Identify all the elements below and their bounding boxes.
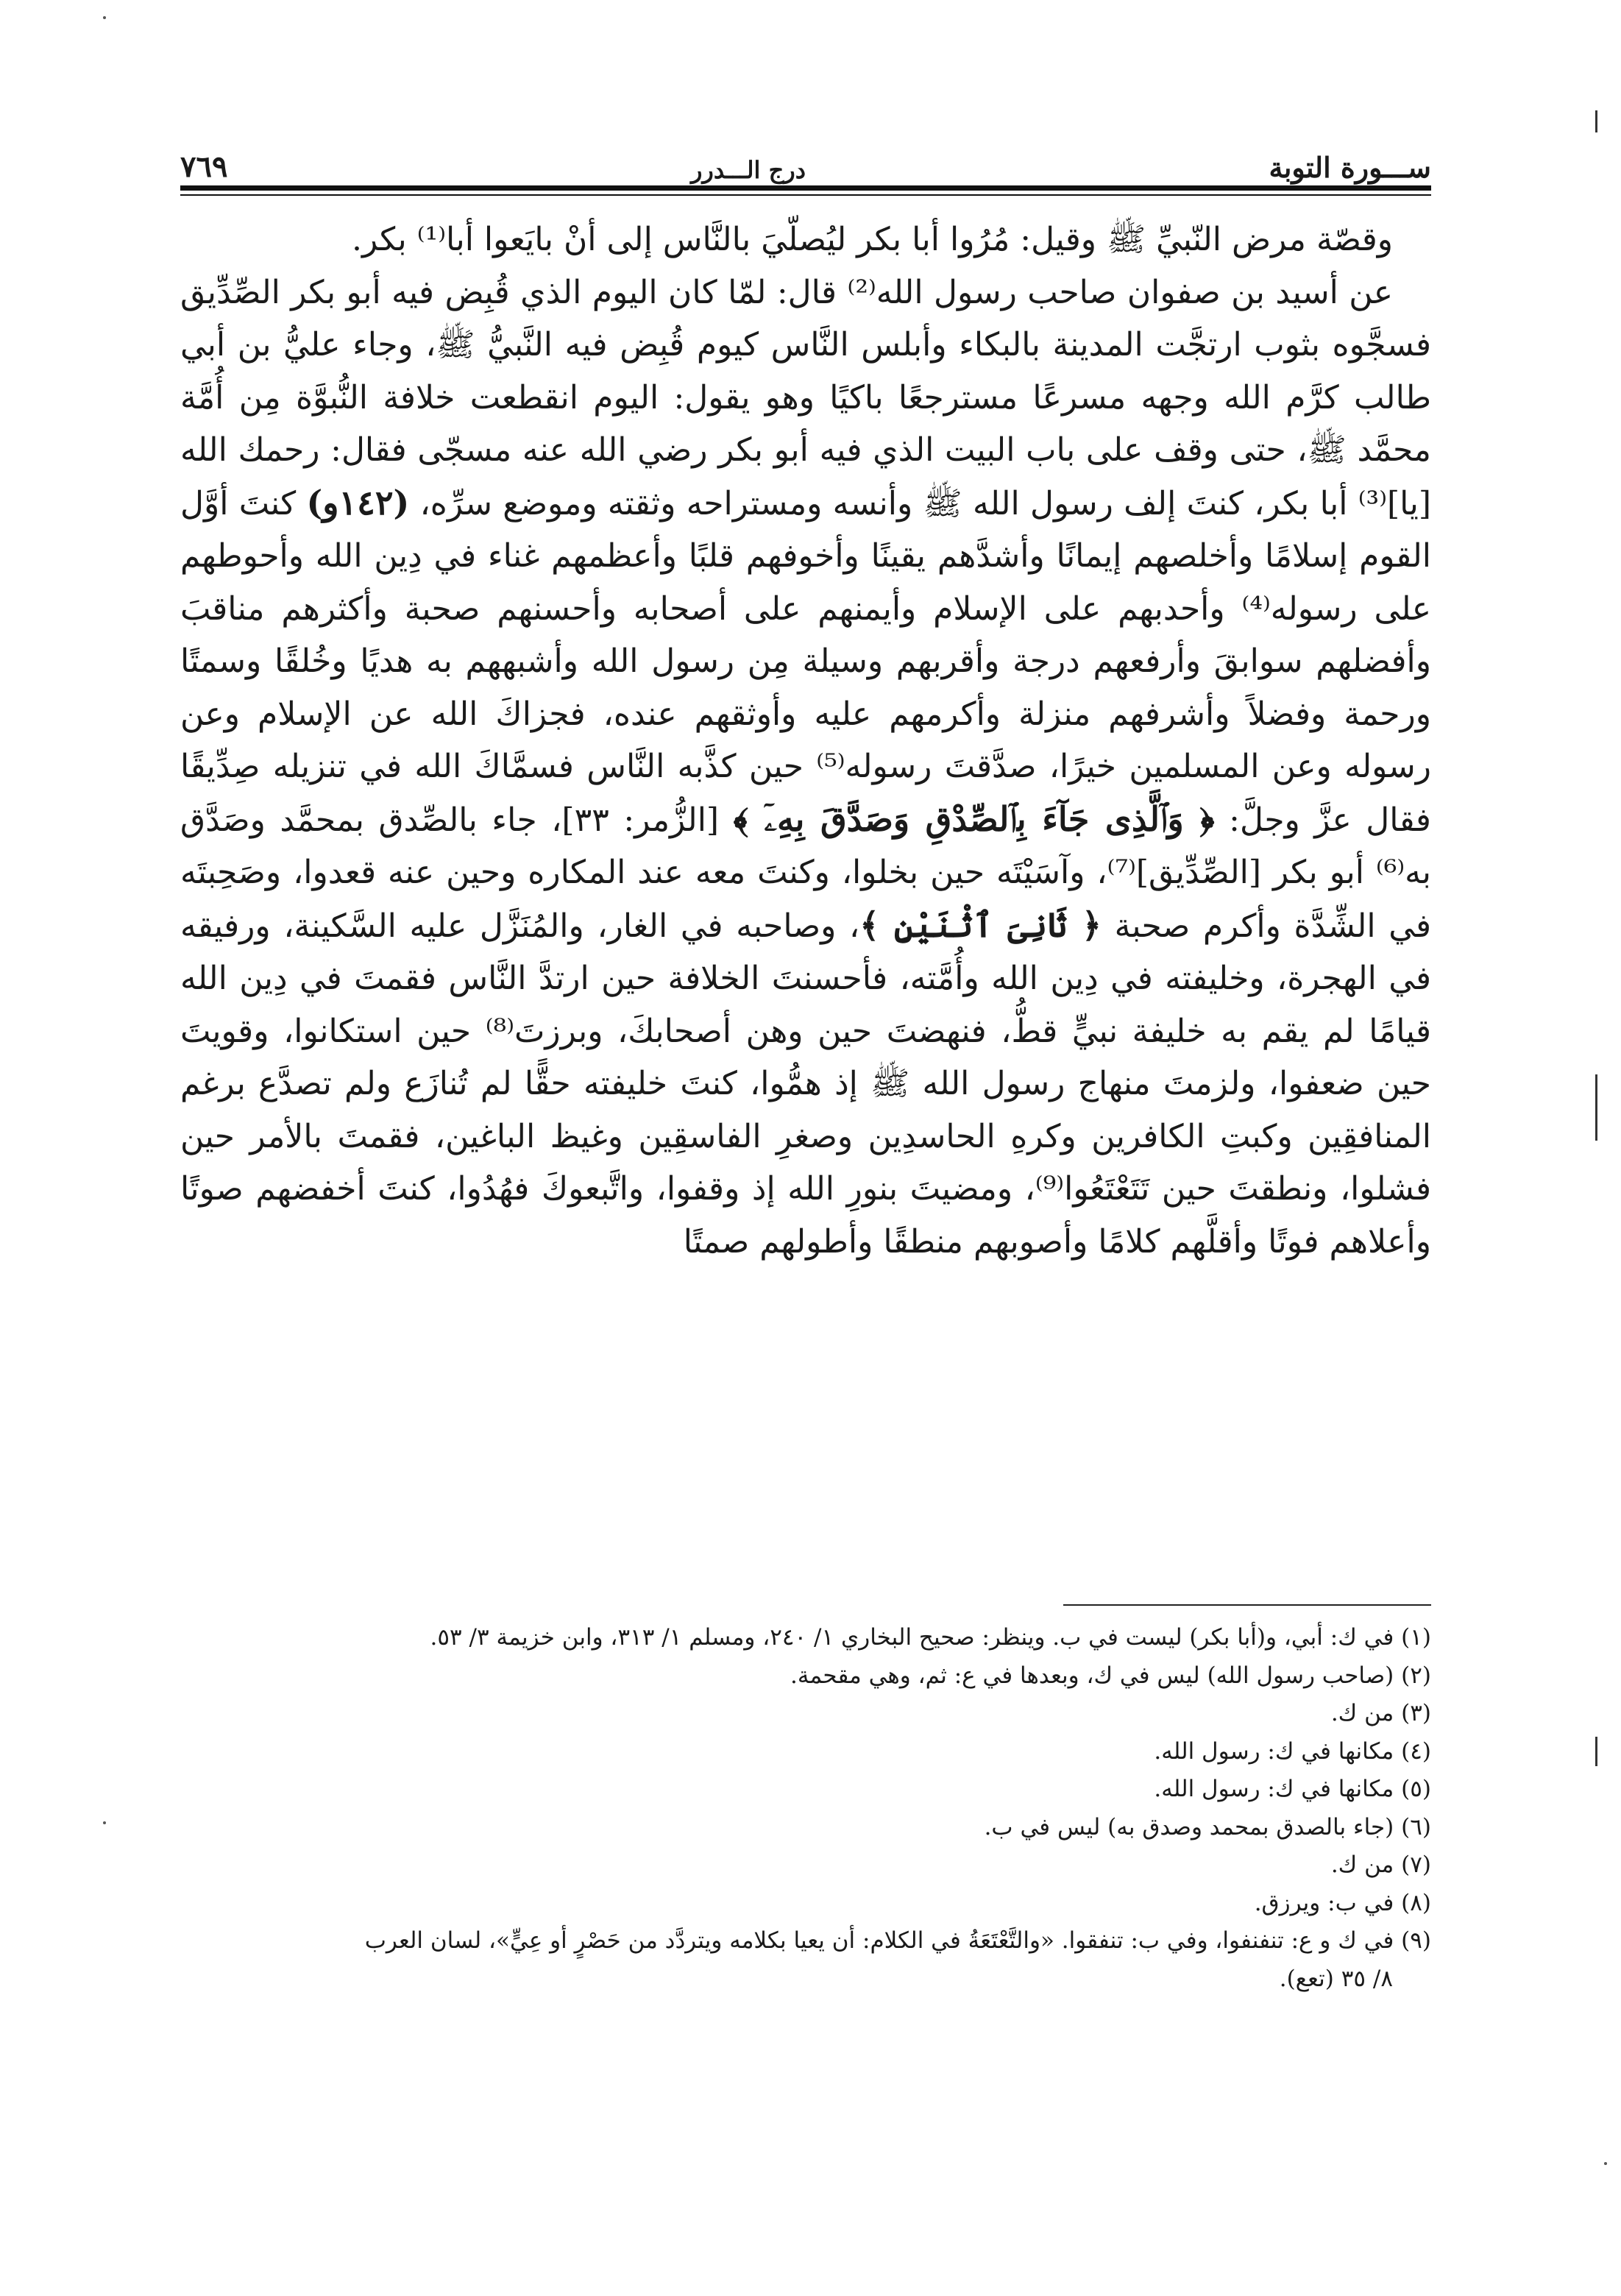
running-header <box>180 132 1431 184</box>
footnote: (٧) من ك. <box>1330 1852 1431 1878</box>
scan-speck <box>103 16 106 19</box>
folio-marker: (١٤٢و) <box>306 482 410 522</box>
scan-edge-mark <box>1595 1074 1597 1141</box>
footnote-separator <box>1063 1604 1431 1606</box>
footnote: (١) في ك: أبي، و(أبا بكر) ليست في ب. وينظر: صحيح البخاري ١/ ٢٤٠، ومسلم ١/ ٣١٣، وابن خزيمة ٣/ ٥٣. <box>430 1624 1431 1651</box>
footnote: (٦) (جاء بالصدق بمحمد وصدق به) ليس في ب. <box>984 1813 1431 1840</box>
scan-edge-mark <box>1595 1737 1597 1766</box>
footnote: (٩) في ك و ع: تنفنفوا، وفي ب: تنفقوا. «والتَّعْتَعَةُ في الكلام: أن يعيا بكلامه ويتردَّد من حَصْرٍ أو عِيٍّ»، لسان العرب <box>364 1927 1431 1954</box>
paragraph <box>180 266 1431 1269</box>
scan-edge-mark <box>1595 110 1597 132</box>
header-rule-thin <box>180 194 1431 196</box>
paragraph-text: ، وصاحبه في الغار، والمُنَزَّل عليه السَّكينة، ورفيقه في الهجرة، وخليفته في دِين الله وأُمَّته، فأحسنتَ الخلافة حين ارتدَّ النَّاس فقمتَ في دِين الله قيامًا لم يقم به خليفة نبيٍّ قطُّ، فنهضتَ حين وهن أصحابكَ، وبرزتَ⁽⁸⁾ حين استكانوا، وقويتَ حين ضعفوا، ولزمتَ منهاج رسول الله ﷺ إذ همُّوا، كنتَ خليفته حقًّا لم تُنازَع ولم تصدَّع برغم المنافقِين وكبتِ الكافرين وكرهِ الحاسدِين وصغرِ الفاسقِين وغيظ الباغين، فقمتَ بالأمر حين فشلوا، ونطقتَ حين تَتَعْتَعُوا⁽⁹⁾، ومضيتَ بنورِ الله إذ وقفوا، واتَّبعوكَ فهُدُوا، كنتَ أخفضهم صوتًا وأعلاهم فوتًا وأقلَّهم كلامًا وأصوبهم منطقًا وأطولهم صمتًا <box>180 907 1431 1261</box>
footnote: (٢) (صاحب رسول الله) ليس في ك، وبعدها في ع: ثم، وهي مقحمة. <box>790 1662 1431 1689</box>
first-line: وقصّة مرض النّبيِّ ﷺ وقيل: مُرُوا أبا بكر ليُصلّيَ بالنَّاس إلى أنْ بايَعوا أبا⁽¹⁾ بكر. <box>351 221 1393 258</box>
paragraph-text: كنتَ أوَّل القوم إسلامًا وأخلصهم إيمانًا وأشدَّهم يقينًا وأخوفهم قلبًا وأعظمهم غناء في دِين الله وأحوطهم على رسوله⁽⁴⁾ وأحدبهم على الإسلام وأيمنهم على أصحابه وأحسنهم صحبة وأكثرهم مناقبَ وأفضلهم سوابقَ وأرفعهم درجة وأقربهم وسيلة مِن رسول الله وأشبههم به هديًا وخُلقًا وسمتًا ورحمة وفضلاً وأشرفهم منزلة وأكرمهم عليه وأوثقهم عنده، فجزاكَ الله عن الإسلام وعن رسوله وعن المسلمين خيرًا، صدَّقتَ رسوله⁽⁵⁾ حين كذَّبه النَّاس فسمَّاكَ الله في تنزيله صِدِّيقًا فقال عزَّ وجلَّ: <box>180 484 1432 839</box>
paragraph-text: جاء بالصِّدق بمحمَّد وصَدَّق به⁽⁶⁾ أبو بكر [الصِّدِّيق]⁽⁷⁾، وآسَيْتَه حين بخلوا، وكنتَ معه عند المكاره وحين عنه قعدوا، وصَحِبتَه في الشِّدَّة وأكرم صحبة <box>180 801 1431 945</box>
surah-title: ســـورة التوبة <box>1269 151 1431 184</box>
paragraph-text: عن أسيد بن صفوان صاحب رسول الله⁽²⁾ قال: لمّا كان اليوم الذي قُبِض فيه أبو بكر الصِّدِّيق فسجَّوه بثوب ارتجَّت المدينة بالبكاء وأبلس النَّاس كيوم قُبِض فيه النَّبيُّ ﷺ، وجاء عليُّ بن أبي طالب كرَّم الله وجهه مسرعًا مسترجعًا باكيًا وهو يقول: اليوم انقطعت خلافة النُّبوَّة مِن أُمَّة محمَّد ﷺ، حتى وقف على باب البيت الذي فيه أبو بكر رضي الله عنه مسجّى فقال: رحمك الله [يا]⁽³⁾ أبا بكر، كنتَ إلف رسول الله ﷺ وأنسه ومستراحه وثقته وموضع سرِّه، <box>180 273 1431 522</box>
footnote: (٨) في ب: ويرزق. <box>1254 1889 1431 1916</box>
page-number: ٧٦٩ <box>180 149 228 184</box>
scan-speck <box>1604 2162 1607 2165</box>
footnote-continuation: ٨/ ٣٥ (تعع). <box>1279 1965 1393 1992</box>
verse-reference: [الزُّمر: ٣٣]، <box>551 801 720 839</box>
quran-verse: ﴿ وَٱلَّذِى جَآءَ بِٱلصِّدْقِ وَصَدَّقَ بِهِۦٓ ﴾ <box>733 798 1215 839</box>
quran-verse: ﴿ ثَانِىَ ٱثْنَيْنِ ﴾ <box>859 904 1102 945</box>
footnotes <box>180 1619 1431 1998</box>
footnote: (٤) مكانها في ك: رسول الله. <box>1154 1737 1431 1765</box>
footnote: (٣) من ك. <box>1330 1700 1431 1726</box>
footnote: (٥) مكانها في ك: رسول الله. <box>1154 1776 1431 1802</box>
paragraph <box>180 213 1431 266</box>
book-title: درج الـــدرر <box>690 156 806 184</box>
header-rule-thick <box>180 185 1431 191</box>
scan-speck <box>103 1821 106 1824</box>
main-text <box>180 213 1431 1268</box>
